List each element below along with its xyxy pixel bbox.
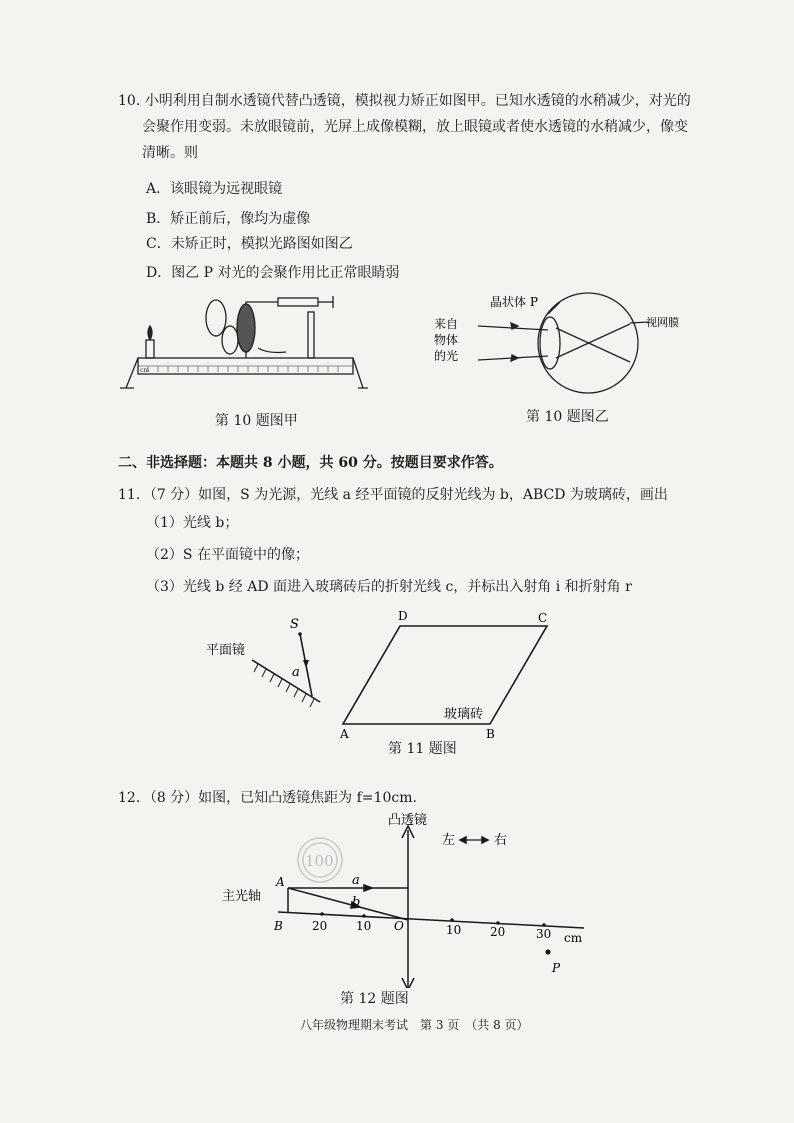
label-P: P	[552, 961, 561, 975]
candle-flame	[148, 326, 152, 340]
q10-option-c: C．未矫正时，模拟光路图如图乙	[146, 236, 353, 252]
screen	[308, 312, 314, 358]
unit-label: cm	[564, 931, 583, 945]
fig-11-caption: 第 11 题图	[388, 741, 457, 757]
syringe	[278, 298, 318, 306]
fig-12-caption: 第 12 题图	[340, 991, 409, 1007]
label-D: D	[398, 609, 408, 623]
right-label: 右	[494, 833, 508, 848]
tick-right-10	[450, 918, 454, 922]
label-b: b	[352, 895, 361, 910]
label-B: B	[486, 727, 495, 741]
tick-left-20	[320, 912, 324, 916]
fig-10b-caption: 第 10 题图乙	[526, 409, 609, 425]
water-lens	[237, 304, 255, 352]
fig-10b-eye-diagram	[420, 288, 690, 408]
mirror-label: 平面镜	[206, 643, 246, 658]
q11-item-1: （1）光线 b；	[146, 515, 239, 531]
tick-left-10	[362, 914, 366, 918]
q10-number: 10.	[118, 93, 141, 109]
label-A: A	[340, 727, 349, 741]
q11-item-3: （3）光线 b 经 AD 面进入玻璃砖后的折射光线 c，并标出入射角 i 和折射角 r	[146, 579, 632, 595]
question-10	[118, 88, 691, 166]
candle	[146, 340, 154, 358]
label-B: B	[274, 919, 283, 933]
bench-unit: cm	[140, 367, 150, 374]
q10-line-2: 会聚作用变弱。未放眼镜前，光屏上成像模糊，放上眼镜或者使水透镜的水稍减少，像变	[142, 119, 688, 135]
q12-line: 12．（8 分）如图，已知凸透镜焦距为 f=10cm.	[118, 790, 417, 806]
light-label-2: 物体	[434, 333, 459, 347]
light-label-3: 的光	[434, 349, 459, 363]
light-label-1: 来自	[434, 317, 459, 331]
q10-line-3: 清晰。则	[142, 145, 198, 161]
tick-label-right-10: 10	[446, 923, 462, 937]
section-2-heading: 二、非选择题：本题共 8 小题，共 60 分。按题目要求作答。	[118, 455, 503, 471]
q11-item-2: （2）S 在平面镜中的像；	[146, 547, 309, 563]
label-O: O	[394, 919, 404, 933]
lens-p-label: 晶状体 P	[490, 295, 538, 309]
lens-p	[540, 317, 560, 369]
q10-line-1: 小明利用自制水透镜代替凸透镜，模拟视力矫正如图甲。已知水透镜的水稍减少，对光的	[144, 93, 691, 109]
eyeglasses-lens	[206, 300, 226, 336]
q10-option-b: B．矫正前后，像均为虚像	[146, 211, 311, 227]
label-a: a	[352, 873, 360, 888]
fig-10a-optical-bench	[118, 288, 368, 403]
q11-line: 11．（7 分）如图，S 为光源，光线 a 经平面镜的反射光线为 b，ABCD 为玻璃砖，画出	[118, 487, 668, 503]
point-p	[545, 949, 550, 954]
fig-10a-caption: 第 10 题图甲	[215, 413, 298, 429]
tick-label-right-30: 30	[536, 927, 552, 941]
q10-option-a: A．该眼镜为远视眼镜	[146, 181, 283, 197]
axis-label: 主光轴	[222, 889, 262, 904]
label-a: a	[292, 665, 300, 680]
retina-label: 视网膜	[646, 316, 679, 329]
lens-label: 凸透镜	[388, 813, 428, 828]
label-s: S	[290, 617, 299, 632]
left-label: 左	[442, 833, 456, 848]
glass-label: 玻璃砖	[444, 707, 484, 722]
bench-ticks	[148, 366, 338, 372]
fig-12-diagram	[160, 808, 600, 988]
stamp-text: 100	[305, 852, 334, 870]
source-s-point	[298, 632, 302, 636]
fig-11-diagram	[200, 606, 580, 756]
q10-option-d: D．图乙 P 对光的会聚作用比正常眼睛弱	[146, 265, 400, 281]
label-A: A	[276, 875, 285, 889]
tick-label-left-20: 20	[312, 919, 328, 933]
tick-label-left-10: 10	[356, 919, 372, 933]
tick-label-right-20: 20	[490, 925, 506, 939]
page-footer: 八年级物理期末考试 第 3 页 （共 8 页）	[300, 1018, 529, 1032]
label-C: C	[538, 611, 548, 625]
mirror-hatching	[254, 664, 314, 707]
